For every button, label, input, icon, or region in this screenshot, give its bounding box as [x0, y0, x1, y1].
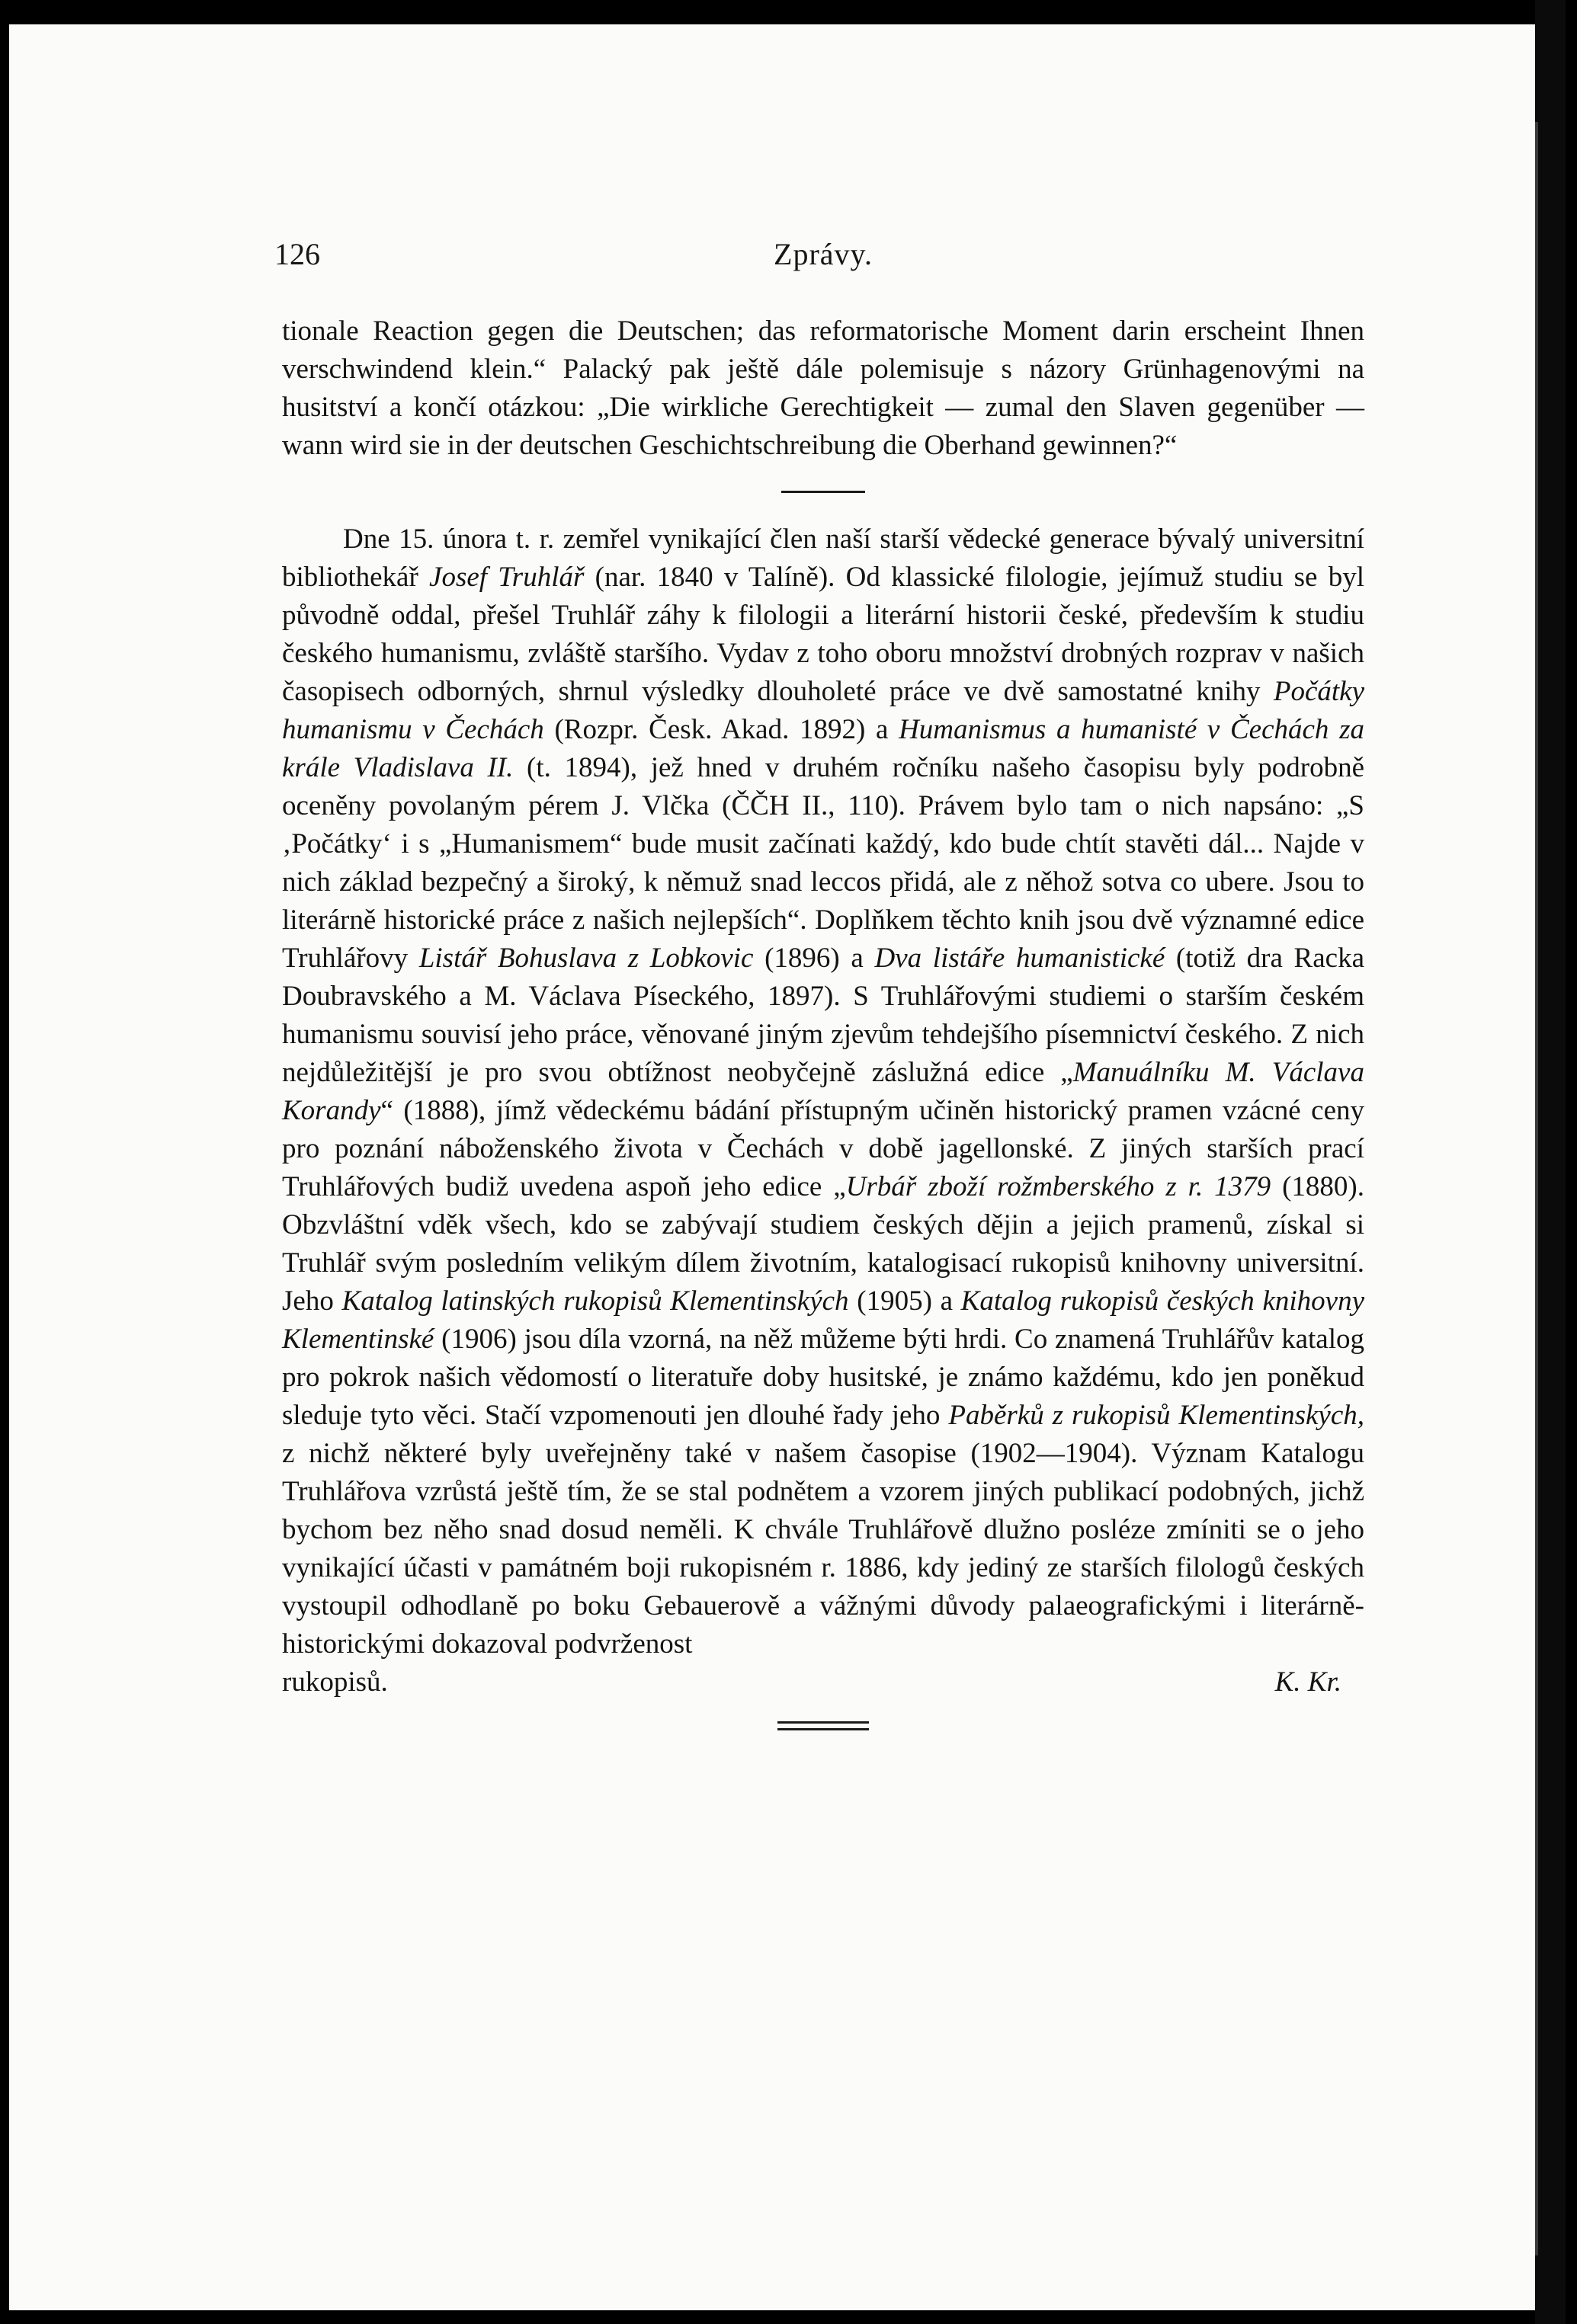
text-run: (totiž dra Racka Doubravského a M. Václava Píseckého, 1897). S Truhlářovými studiemi o starším českém humanismu souvisí jeho práce, věnované jiným zjevům tehdejšího písemnictví českého. Z nich nejdůležitější je pro svou obtížnost neobyčejně záslužná edice „ [282, 943, 1364, 1088]
text-run: (nar. 1840 v Talíně). Od klassické filologie, jejímuž studiu se byl původně oddal, přešel Truhlář záhy k filologii a literární historii české, především k studiu českého humanismu, zvláště staršího. Vydav z toho oboru množství drobných rozprav v našich časopisech odborných, shrnul výsledky dlouholeté práce ve dvě samostatné knihy [282, 562, 1364, 707]
final-line [282, 1663, 1364, 1701]
paragraph-2 [282, 520, 1364, 1663]
last-word: rukopisů. [282, 1666, 388, 1698]
end-double-rule [777, 1721, 869, 1730]
text-run: (1906) jsou díla vzorná, na něž můžeme býti hrdi. Co znamená Truhlářův katalog pro pokrok našich vědomostí o literatuře doby husitské, je známo každému, kdo jen poněkud sleduje tyto věci. Stačí vzpomenouti jen dlouhé řady jeho [282, 1324, 1364, 1431]
italic-book-title: Paběrků z rukopisů Klementinských, [948, 1400, 1364, 1431]
italic-book-title: Urbář zboží rožmberského z r. 1379 [845, 1171, 1271, 1202]
italic-book-title: Listář Bohuslava z Lobkovic [418, 943, 754, 974]
italic-name: Josef Truhlář [429, 562, 585, 593]
text-run: (Rozpr. Česk. Akad. 1892) a [543, 714, 899, 745]
text-run: (1896) a [753, 943, 875, 974]
end-rule-line [777, 1721, 869, 1724]
italic-book-title: Dva listáře humanistické [874, 943, 1165, 974]
text-run: (t. 1894), jež hned v druhém ročníku našeho časopisu byly podrobně oceněny povolaným pérem J. Vlčka (ČČH II., 110). Právem bylo tam o nich napsáno: „S ‚Počátky‘ i s „Humanismem“ bude musit začínati každý, kdo bude chtít stavěti dál... Najde v nich základ bezpečný a široký, k němuž snad leccos přidá, ale z něhož sotva co ubere. Jsou to literárně historické práce z našich nejlepších“. Doplňkem těchto knih jsou dvě významné edice Truhlářovy [282, 752, 1364, 974]
italic-book-title: Manuálníku M. Václava Korandy [282, 1057, 1364, 1126]
running-head-title: Zprávy. [774, 237, 873, 271]
section-divider [781, 491, 865, 493]
italic-book-title: Humanismus a humanisté v Čechách za krále Vladislava II. [282, 714, 1364, 783]
author-signature: K. Kr. [1274, 1666, 1341, 1698]
text-run: Dne 15. února t. r. zemřel vynikající člen naší starší vědecké generace bývalý universitní bibliothekář [282, 523, 1364, 593]
italic-book-title: Katalog latinských rukopisů Klementinských [341, 1285, 849, 1317]
article-body [282, 312, 1364, 1735]
paragraph-1: tionale Reaction gegen die Deutschen; das reformatorische Moment darin erscheint Ihnen verschwindend klein.“ Palacký pak ještě dále polemisuje s názory Grünhagenovými na husitství a končí otázkou: „Die wirkliche Gerechtigkeit — zumal den Slaven gegenüber — wann wird sie in der deutschen Geschichtschreibung die Oberhand gewinnen?“ [282, 315, 1364, 461]
end-rule-line [777, 1728, 869, 1730]
italic-book-title: Počátky humanismu v Čechách [282, 676, 1364, 745]
text-run: (1880). Obzvláštní vděk všech, kdo se zabývají studiem českých dějin a jejich pramenů, získal si Truhlář svým posledním velikým dílem životním, katalogisací rukopisů knihovny universitní. Jeho [282, 1171, 1364, 1317]
text-run: “ (1888), jímž vědeckému bádání přístupným učiněn historický pramen vzácné ceny pro poznání náboženského života v Čechách v době jagellonské. Z jiných starších prací Truhlářových budiž uvedena aspoň jeho edice „ [282, 1095, 1364, 1202]
italic-book-title: Katalog rukopisů českých knihovny Klementinské [282, 1285, 1365, 1355]
text-run: z nichž některé byly uveřejněny také v našem časopise (1902—1904). Význam Katalogu Truhlářova vzrůstá ještě tím, že se stal podnětem a vzorem jiných publikací podobných, jichž bychom bez něho snad dosud neměli. K chvále Truhlářově dlužno posléze zmíniti se o jeho vynikající účasti v památném boji rukopisném r. 1886, kdy jediný ze starších filologů českých vystoupil odhodlaně po boku Gebauerově a vážnými důvody palaeografickými i literárně-historickými dokazoval podvrženost [282, 1438, 1364, 1660]
running-head [274, 236, 1372, 282]
page-edge-line [1535, 122, 1538, 2255]
scan-border [1535, 0, 1566, 2324]
text-run: (1905) a [848, 1285, 961, 1317]
page-number: 126 [274, 237, 320, 271]
